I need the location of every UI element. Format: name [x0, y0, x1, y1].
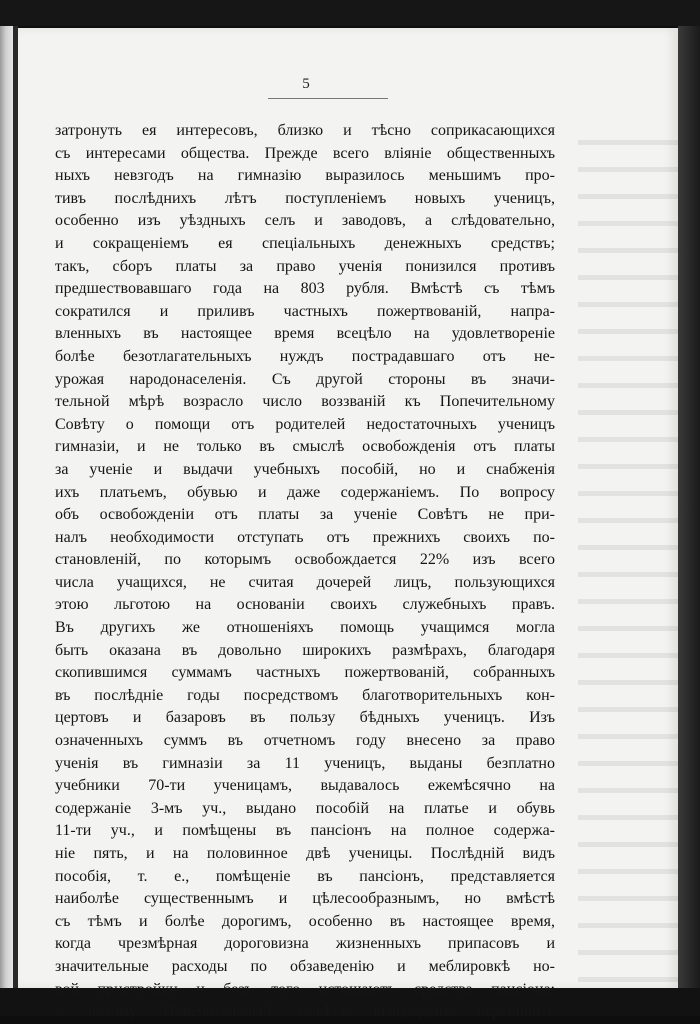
text-line: значительные расходы по обзаведенію и меблировкѣ но-: [55, 957, 555, 975]
text-line: означенныхъ суммъ въ отчетномъ году внесено за право: [55, 732, 555, 750]
text-line: учебники 70-ти ученицамъ, выдавалось ежемѣсячно на: [55, 777, 555, 795]
text-line: быть оказана въ довольно широкихъ размѣрахъ, благодаря: [55, 641, 555, 659]
text-line: ученія въ гимназіи за 11 ученицъ, выданы безплатно: [55, 754, 555, 772]
text-line: Въ другихъ же отношеніяхъ помощь учащимся могла: [55, 619, 555, 637]
text-line: болѣе безотлагательныхъ нуждъ пострадавшаго отъ не-: [55, 347, 555, 365]
text-line: цертовъ и базаровъ въ пользу бѣдныхъ ученицъ. Изъ: [55, 709, 555, 727]
text-line: ихъ платьемъ, обувью и даже содержаніемъ. По вопросу: [55, 483, 555, 501]
facing-page-edge: [0, 26, 13, 988]
text-line: ніе пять, и на половинное двѣ ученицы. Послѣдній видъ: [55, 845, 555, 862]
header-rule: [268, 98, 388, 99]
text-line: гимназіи, и не только въ смыслѣ освобожденія отъ платы: [55, 438, 555, 456]
text-line: съ интересами общества. Прежде всего вліяніе общественныхъ: [55, 144, 555, 162]
text-line: такъ, сборъ платы за право ученія понизился противъ: [55, 257, 555, 275]
text-line: 11-ти уч., и помѣщены въ пансіонъ на полное содержа-: [55, 822, 555, 840]
text-line: урожая народонаселенія. Съ другой стороны въ значи-: [55, 370, 555, 388]
text-line: тивъ послѣднихъ лѣтъ поступленіемъ новыхъ ученицъ,: [55, 189, 555, 207]
text-line: объ освобожденіи отъ платы за ученіе Совѣтъ не при-: [55, 506, 555, 524]
text-line: затронуть ея интересовъ, близко и тѣсно соприкасающихся: [55, 122, 555, 139]
text-line: налъ необходимости отступать отъ прежнихъ своихъ по-: [55, 528, 555, 546]
text-line: ныхъ невзгодъ на гимназію выразилось меньшимъ про-: [55, 167, 555, 185]
text-line: тельной мѣрѣ возрасло число воззваній къ Попечительному: [55, 393, 555, 411]
text-line: содержаніе 3-мъ уч., выдано пособій на платье и обувь: [55, 799, 555, 817]
page-number: 5: [302, 76, 310, 92]
text-line: скопившимся суммамъ частныхъ пожертвованій, собранныхъ: [55, 664, 555, 682]
text-line: пособія, т. е., помѣщеніе въ пансіонъ, представляется: [55, 867, 555, 885]
text-line: особенно изъ уѣздныхъ селъ и заводовъ, а слѣдовательно,: [55, 212, 555, 230]
scan-background-top: [0, 0, 700, 26]
text-line: сократился и приливъ частныхъ пожертвованій, напра-: [55, 302, 555, 320]
text-line: съ тѣмъ и болѣе дорогимъ, особенно въ настоящее время,: [55, 912, 555, 930]
text-line: Совѣту о помощи отъ родителей недостаточныхъ ученицъ: [55, 415, 555, 433]
text-line: наиболѣе существеннымъ и цѣлесообразнымъ, но вмѣстѣ: [55, 890, 555, 908]
text-line: вой пристройки и безъ того истощаютъ средства пансіона;: [55, 980, 555, 998]
text-line: этою льготою на основаніи своихъ служебныхъ правъ.: [55, 596, 555, 614]
show-through-text: [578, 128, 678, 988]
text-line: за ученіе и выдачи учебныхъ пособій, но и снабженія: [55, 460, 555, 478]
text-line: когда чрезмѣрная дороговизна жизненныхъ припасовъ и: [55, 935, 555, 953]
body-text: [55, 120, 555, 1024]
text-line: вленныхъ въ настоящее время всецѣло на удовлетвореніе: [55, 325, 555, 343]
text-line: и сокращеніемъ ея спеціальныхъ денежныхъ средствъ;: [55, 234, 555, 252]
page-right-edge: [678, 26, 700, 988]
text-line: а потому Попечительный Совѣтъ вынужденъ ограничить: [55, 1003, 555, 1021]
text-line: въ послѣдніе годы посредствомъ благотворительныхъ кон-: [55, 686, 555, 704]
text-line: числа учащихся, не считая дочерей лицъ, пользующихся: [55, 573, 555, 591]
text-line: становленій, по которымъ освобождается 22% изъ всего: [55, 551, 555, 569]
text-line: предшествовавшаго года на 803 рубля. Вмѣстѣ съ тѣмъ: [55, 280, 555, 298]
